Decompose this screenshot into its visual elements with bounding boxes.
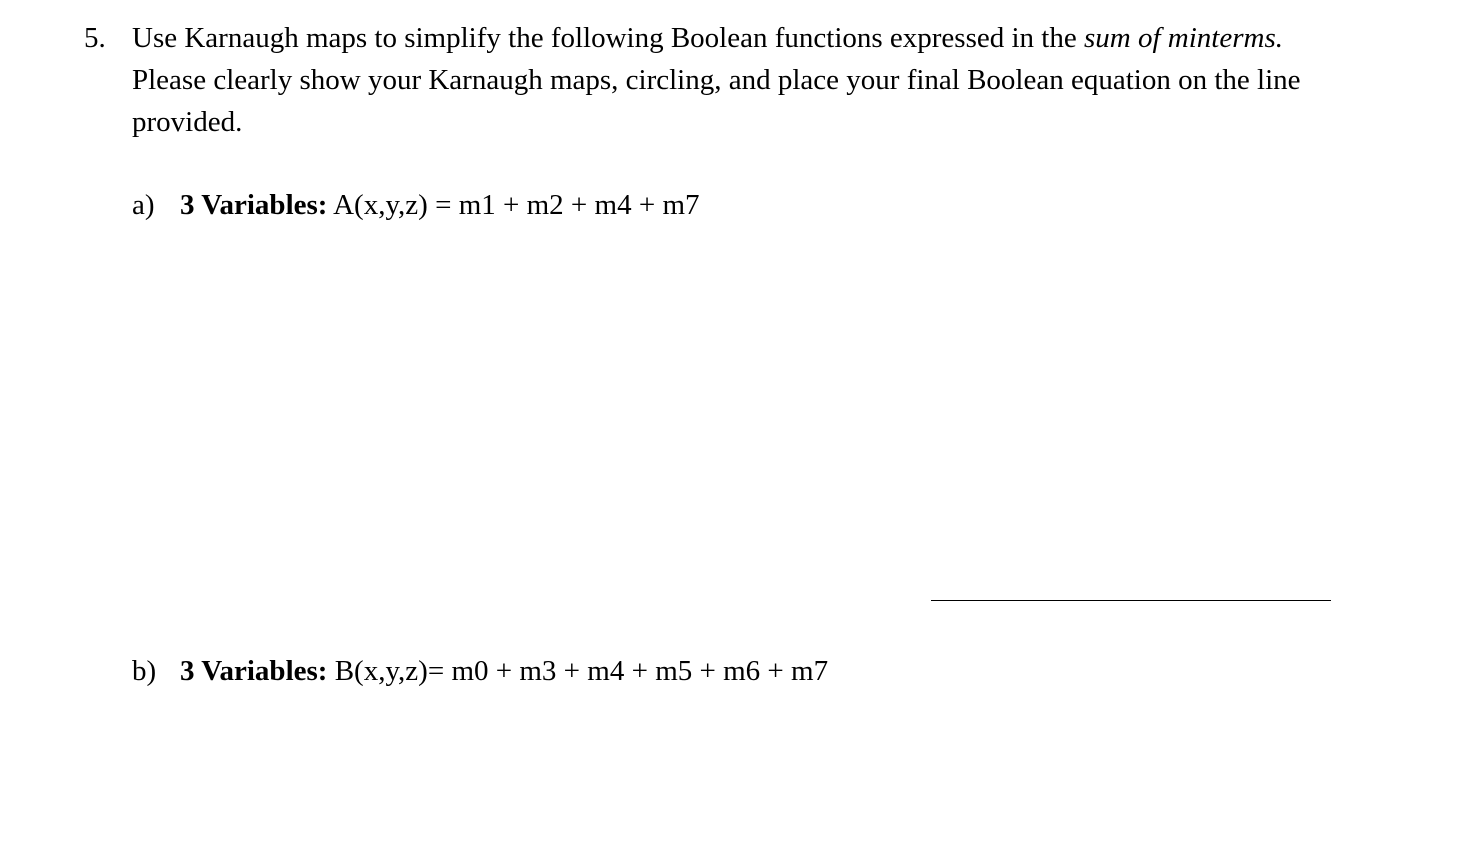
part-a [132,184,700,226]
part-a-expression: m1 + m2 + m4 + m7 [458,189,700,221]
part-b-expression: m0 + m3 + m4 + m5 + m6 + m7 [451,655,829,687]
part-b-label: b) [132,655,157,687]
question-number: 5. [84,22,106,54]
question-text-intro: Use Karnaugh maps to simplify the following Boolean functions expressed in the [132,22,1084,54]
part-a-label: a) [132,189,155,221]
question-text [132,17,1332,143]
part-b-variables-label: 3 Variables: [180,655,328,687]
question-text-italic: sum of minterms. [1084,22,1283,54]
part-a-function-name: A(x,y,z) [333,189,428,221]
answer-line[interactable] [931,600,1331,601]
part-b-function-name: B(x,y,z) [334,655,428,687]
question-text-instructions: Please clearly show your Karnaugh maps, circling, and place your final Boolean equation on the line provided. [132,64,1301,138]
part-b-equals: = [427,655,445,687]
part-a-variables-label: 3 Variables: [180,189,328,221]
part-b [132,650,828,692]
part-a-equals: = [435,189,452,221]
